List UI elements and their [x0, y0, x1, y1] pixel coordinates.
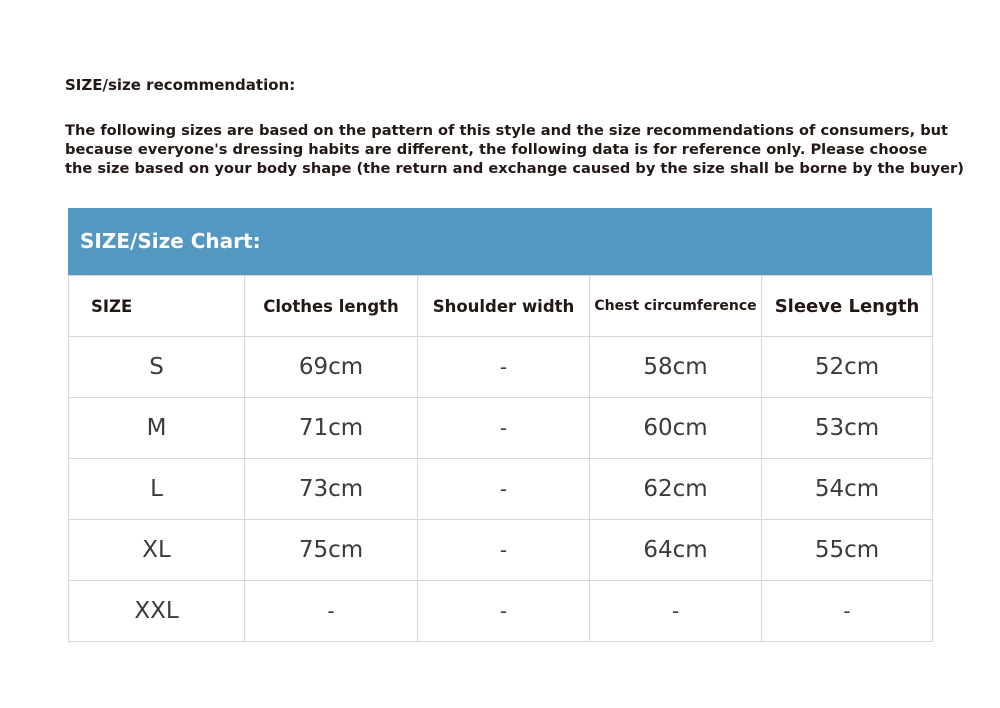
chest-circumference-cell: 58cm — [590, 337, 762, 398]
column-header-shoulder-width: Shoulder width — [418, 276, 590, 337]
sleeve-length-cell: 52cm — [762, 337, 933, 398]
intro-line: because everyone's dressing habits are different, the following data is for reference only. Please choose — [65, 141, 928, 158]
shoulder-width-cell: - — [418, 398, 590, 459]
size-cell: S — [69, 337, 245, 398]
table-header-row — [69, 276, 933, 337]
intro-line: The following sizes are based on the pattern of this style and the size recommendations of consumers, but — [65, 122, 949, 139]
clothes-length-cell: - — [245, 581, 418, 642]
chest-circumference-cell: 64cm — [590, 520, 762, 581]
sleeve-length-cell: 53cm — [762, 398, 933, 459]
size-cell: L — [69, 459, 245, 520]
table-row — [69, 398, 933, 459]
table-row — [69, 581, 933, 642]
clothes-length-cell: 71cm — [245, 398, 418, 459]
size-table — [68, 275, 933, 642]
shoulder-width-cell: - — [418, 520, 590, 581]
size-chart — [68, 208, 932, 642]
size-cell: XXL — [69, 581, 245, 642]
intro-paragraph — [65, 121, 964, 178]
sleeve-length-cell: 55cm — [762, 520, 933, 581]
shoulder-width-cell: - — [418, 337, 590, 398]
column-header-size: SIZE — [69, 276, 245, 337]
column-header-clothes-length: Clothes length — [245, 276, 418, 337]
page-heading: SIZE/size recommendation: — [65, 76, 296, 94]
sleeve-length-cell: - — [762, 581, 933, 642]
shoulder-width-cell: - — [418, 581, 590, 642]
chest-circumference-cell: 62cm — [590, 459, 762, 520]
clothes-length-cell: 75cm — [245, 520, 418, 581]
intro-line: the size based on your body shape (the return and exchange caused by the size shall be borne by the buyer) — [65, 160, 964, 177]
clothes-length-cell: 73cm — [245, 459, 418, 520]
column-header-chest-circumference: Chest circumference — [590, 276, 762, 337]
size-cell: M — [69, 398, 245, 459]
table-row — [69, 459, 933, 520]
size-cell: XL — [69, 520, 245, 581]
table-row — [69, 520, 933, 581]
chest-circumference-cell: 60cm — [590, 398, 762, 459]
shoulder-width-cell: - — [418, 459, 590, 520]
table-row — [69, 337, 933, 398]
size-chart-title: SIZE/Size Chart: — [68, 208, 932, 275]
column-header-sleeve-length: Sleeve Length — [762, 276, 933, 337]
clothes-length-cell: 69cm — [245, 337, 418, 398]
sleeve-length-cell: 54cm — [762, 459, 933, 520]
chest-circumference-cell: - — [590, 581, 762, 642]
